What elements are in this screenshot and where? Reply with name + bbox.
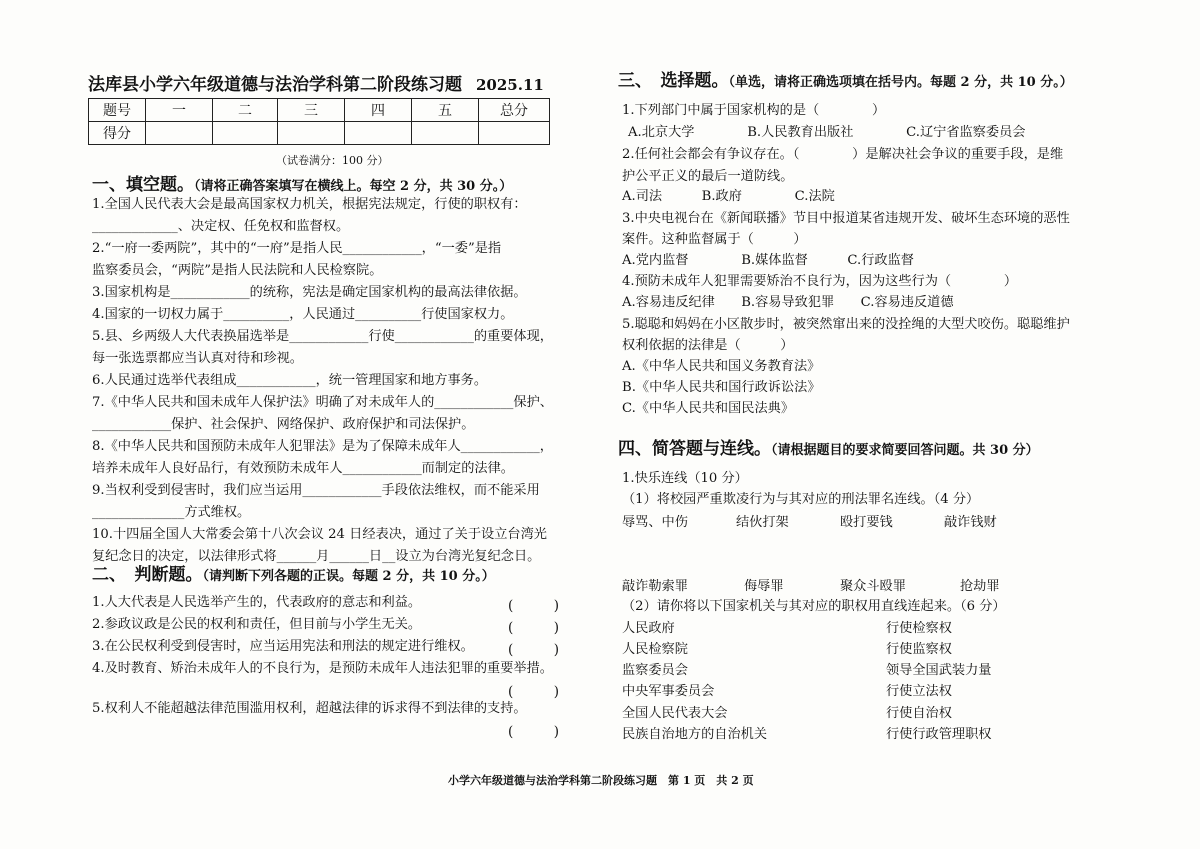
fill-line: 10.十四届全国人大常委会第十八次会议 24 日经表决，通过了关于设立台湾光 xyxy=(92,527,547,542)
choice-line: A.《中华人民共和国义务教育法》 xyxy=(622,359,821,374)
bullying-act[interactable]: 敲诈钱财 xyxy=(944,515,997,530)
bullying-act[interactable]: 结伙打架 xyxy=(736,515,789,530)
score-cell xyxy=(479,122,550,145)
title-text: 法库县小学六年级道德与法治学科第二阶段练习题 xyxy=(88,75,462,95)
fill-line: 9.当权利受到侵害时，我们应当运用____________手段依法维权，而不能采用 xyxy=(92,483,540,498)
state-organ[interactable]: 民族自治地方的自治机关 xyxy=(622,727,768,742)
answer-paren[interactable]: ( ) xyxy=(508,598,560,614)
crime-name[interactable]: 敲诈勒索罪 xyxy=(622,579,688,594)
section-3-title: 三、 选择题。 xyxy=(618,71,729,91)
section-1-note: （请将正确答案填写在横线上。每空 2 分，共 30 分。） xyxy=(194,179,513,194)
fill-line: 每一张选票都应当认真对待和珍视。 xyxy=(92,351,303,366)
organ-power[interactable]: 行使检察权 xyxy=(886,621,952,636)
organ-power[interactable]: 行使监察权 xyxy=(886,642,952,657)
score-cell: 四 xyxy=(345,99,412,122)
question-1-label: 1.快乐连线（10 分） xyxy=(622,471,748,486)
section-3-note: （单选，请将正确选项填在括号内。每题 2 分，共 10 分。） xyxy=(728,75,1073,90)
section-2-note: （请判断下列各题的正误。每题 2 分，共 10 分。） xyxy=(202,569,495,584)
organ-power[interactable]: 行使自治权 xyxy=(886,706,952,721)
judge-item: 2.参政议政是公民的权利和责任，但目前与小学生无关。 xyxy=(92,617,422,632)
judge-item: 4.及时教育、矫治未成年人的不良行为，是预防未成年人违法犯罪的重要举措。 xyxy=(92,661,553,676)
choice-line: C.《中华人民共和国民法典》 xyxy=(622,401,795,416)
answer-paren[interactable]: ( ) xyxy=(508,724,560,740)
choice-line: 案件。这种监督属于（ ） xyxy=(622,232,807,247)
section-1-heading xyxy=(92,170,512,195)
score-table xyxy=(88,98,550,145)
section-1-title: 一、填空题。 xyxy=(92,175,194,195)
choice-line: 护公平正义的最后一道防线。 xyxy=(622,169,794,184)
section-4-title: 四、简答题与连线。 xyxy=(618,439,771,459)
part-1-instruction: （1）将校园严重欺凌行为与其对应的刑法罪名连线。（4 分） xyxy=(622,492,980,507)
section-2-title: 二、 判断题。 xyxy=(92,565,203,585)
judge-item: 3.在公民权利受到侵害时，应当运用宪法和刑法的规定进行维权。 xyxy=(92,639,474,654)
section-4-heading xyxy=(618,434,1039,459)
part-2-instruction: （2）请你将以下国家机关与其对应的职权用直线连起来。（6 分） xyxy=(622,599,1006,614)
score-table-header-row xyxy=(89,99,550,122)
score-cell: 五 xyxy=(412,99,479,122)
fill-line: 监察委员会，“两院”是指人民法院和人民检察院。 xyxy=(92,263,383,278)
fill-line: 复纪念日的决定，以法律形式将______月______日__设立为台湾光复纪念日。 xyxy=(92,549,541,564)
state-organ[interactable]: 人民检察院 xyxy=(622,642,688,657)
organ-power[interactable]: 领导全国武装力量 xyxy=(886,663,992,678)
fill-line: 3.国家机构是____________的统称，宪法是确定国家机构的最高法律依据。 xyxy=(92,285,527,300)
bullying-act[interactable]: 殴打要钱 xyxy=(840,515,893,530)
full-mark-note: （试卷满分：100 分） xyxy=(276,154,389,167)
crime-name[interactable]: 抢劫罪 xyxy=(960,579,1000,594)
page-title xyxy=(88,70,566,95)
score-cell xyxy=(345,122,412,145)
score-cell: 得分 xyxy=(89,122,146,145)
fill-line: 4.国家的一切权力属于__________，人民通过__________行使国家权力。 xyxy=(92,307,514,322)
choice-line: A.北京大学 B.人民教育出版社 C.辽宁省监察委员会 xyxy=(628,125,1026,140)
choice-line: 1.下列部门中属于国家机构的是（ ） xyxy=(622,103,886,118)
choice-line: 权利依据的法律是（ ） xyxy=(622,338,794,353)
fill-line: _____________、决定权、任免权和监督权。 xyxy=(92,219,350,234)
section-3-heading xyxy=(618,66,1073,91)
score-cell: 总分 xyxy=(479,99,550,122)
section-2-heading xyxy=(92,560,495,585)
fill-line: 7.《中华人民共和国未成年人保护法》明确了对未成年人的____________保护、 xyxy=(92,395,553,410)
state-organ[interactable]: 中央军事委员会 xyxy=(622,684,715,699)
answer-paren[interactable]: ( ) xyxy=(508,642,560,658)
state-organ[interactable]: 监察委员会 xyxy=(622,663,688,678)
organ-power[interactable]: 行使行政管理职权 xyxy=(886,727,992,742)
choice-line: A.党内监督 B.媒体监督 C.行政监督 xyxy=(622,253,914,268)
choice-line: 3.中央电视台在《新闻联播》节目中报道某省违规开发、破坏生态环境的恶性 xyxy=(622,211,1070,226)
score-cell xyxy=(213,122,278,145)
fill-line: 2.“一府一委两院”，其中的“一府”是指人民____________，“一委”是指 xyxy=(92,241,502,256)
score-cell: 三 xyxy=(278,99,345,122)
score-cell: 二 xyxy=(213,99,278,122)
fill-line: 1.全国人民代表大会是最高国家权力机关，根据宪法规定，行使的职权有： xyxy=(92,197,527,212)
judge-item: 5.权利人不能超越法律范围滥用权利，超越法律的诉求得不到法律的支持。 xyxy=(92,701,527,716)
answer-paren[interactable]: ( ) xyxy=(508,684,560,700)
page-footer: 小学六年级道德与法治学科第二阶段练习题 第 1 页 共 2 页 xyxy=(448,774,754,787)
title-date: 2025.11 xyxy=(476,76,544,94)
score-cell: 题号 xyxy=(89,99,146,122)
score-table-score-row xyxy=(89,122,550,145)
choice-line: 4.预防未成年人犯罪需要矫治不良行为，因为这些行为（ ） xyxy=(622,274,1018,289)
bullying-act[interactable]: 辱骂、中伤 xyxy=(622,515,688,530)
fill-line: 8.《中华人民共和国预防未成年人犯罪法》是为了保障未成年人____________， xyxy=(92,439,553,454)
state-organ[interactable]: 人民政府 xyxy=(622,621,675,636)
answer-paren[interactable]: ( ) xyxy=(508,620,560,636)
score-cell xyxy=(278,122,345,145)
score-cell xyxy=(412,122,479,145)
crime-name[interactable]: 侮辱罪 xyxy=(744,579,784,594)
crime-name[interactable]: 聚众斗殴罪 xyxy=(840,579,906,594)
state-organ[interactable]: 全国人民代表大会 xyxy=(622,706,728,721)
section-4-note: （请根据题目的要求简要回答问题。共 30 分） xyxy=(771,443,1039,458)
choice-line: A.容易违反纪律 B.容易导致犯罪 C.容易违反道德 xyxy=(622,295,954,310)
fill-line: ____________保护、社会保护、网络保护、政府保护和司法保护。 xyxy=(92,417,475,432)
judge-item: 1.人大代表是人民选举产生的，代表政府的意志和利益。 xyxy=(92,595,422,610)
choice-line: A.司法 B.政府 C.法院 xyxy=(622,189,835,204)
choice-line: 2.任何社会都会有争议存在。（ ）是解决社会争议的重要手段，是维 xyxy=(622,147,1064,162)
score-cell: 一 xyxy=(146,99,213,122)
choice-line: B.《中华人民共和国行政诉讼法》 xyxy=(622,380,821,395)
organ-power[interactable]: 行使立法权 xyxy=(886,684,952,699)
score-cell xyxy=(146,122,213,145)
choice-line: 5.聪聪和妈妈在小区散步时，被突然窜出来的没拴绳的大型犬咬伤。聪聪维护 xyxy=(622,317,1070,332)
fill-line: 6.人民通过选举代表组成____________，统一管理国家和地方事务。 xyxy=(92,373,488,388)
fill-line: 培养未成年人良好品行，有效预防未成年人____________而制定的法律。 xyxy=(92,461,514,476)
fill-line: 5.县、乡两级人大代表换届选举是____________行使____________的重要体现， xyxy=(92,329,553,344)
fill-line: ______________方式维权。 xyxy=(92,505,251,520)
